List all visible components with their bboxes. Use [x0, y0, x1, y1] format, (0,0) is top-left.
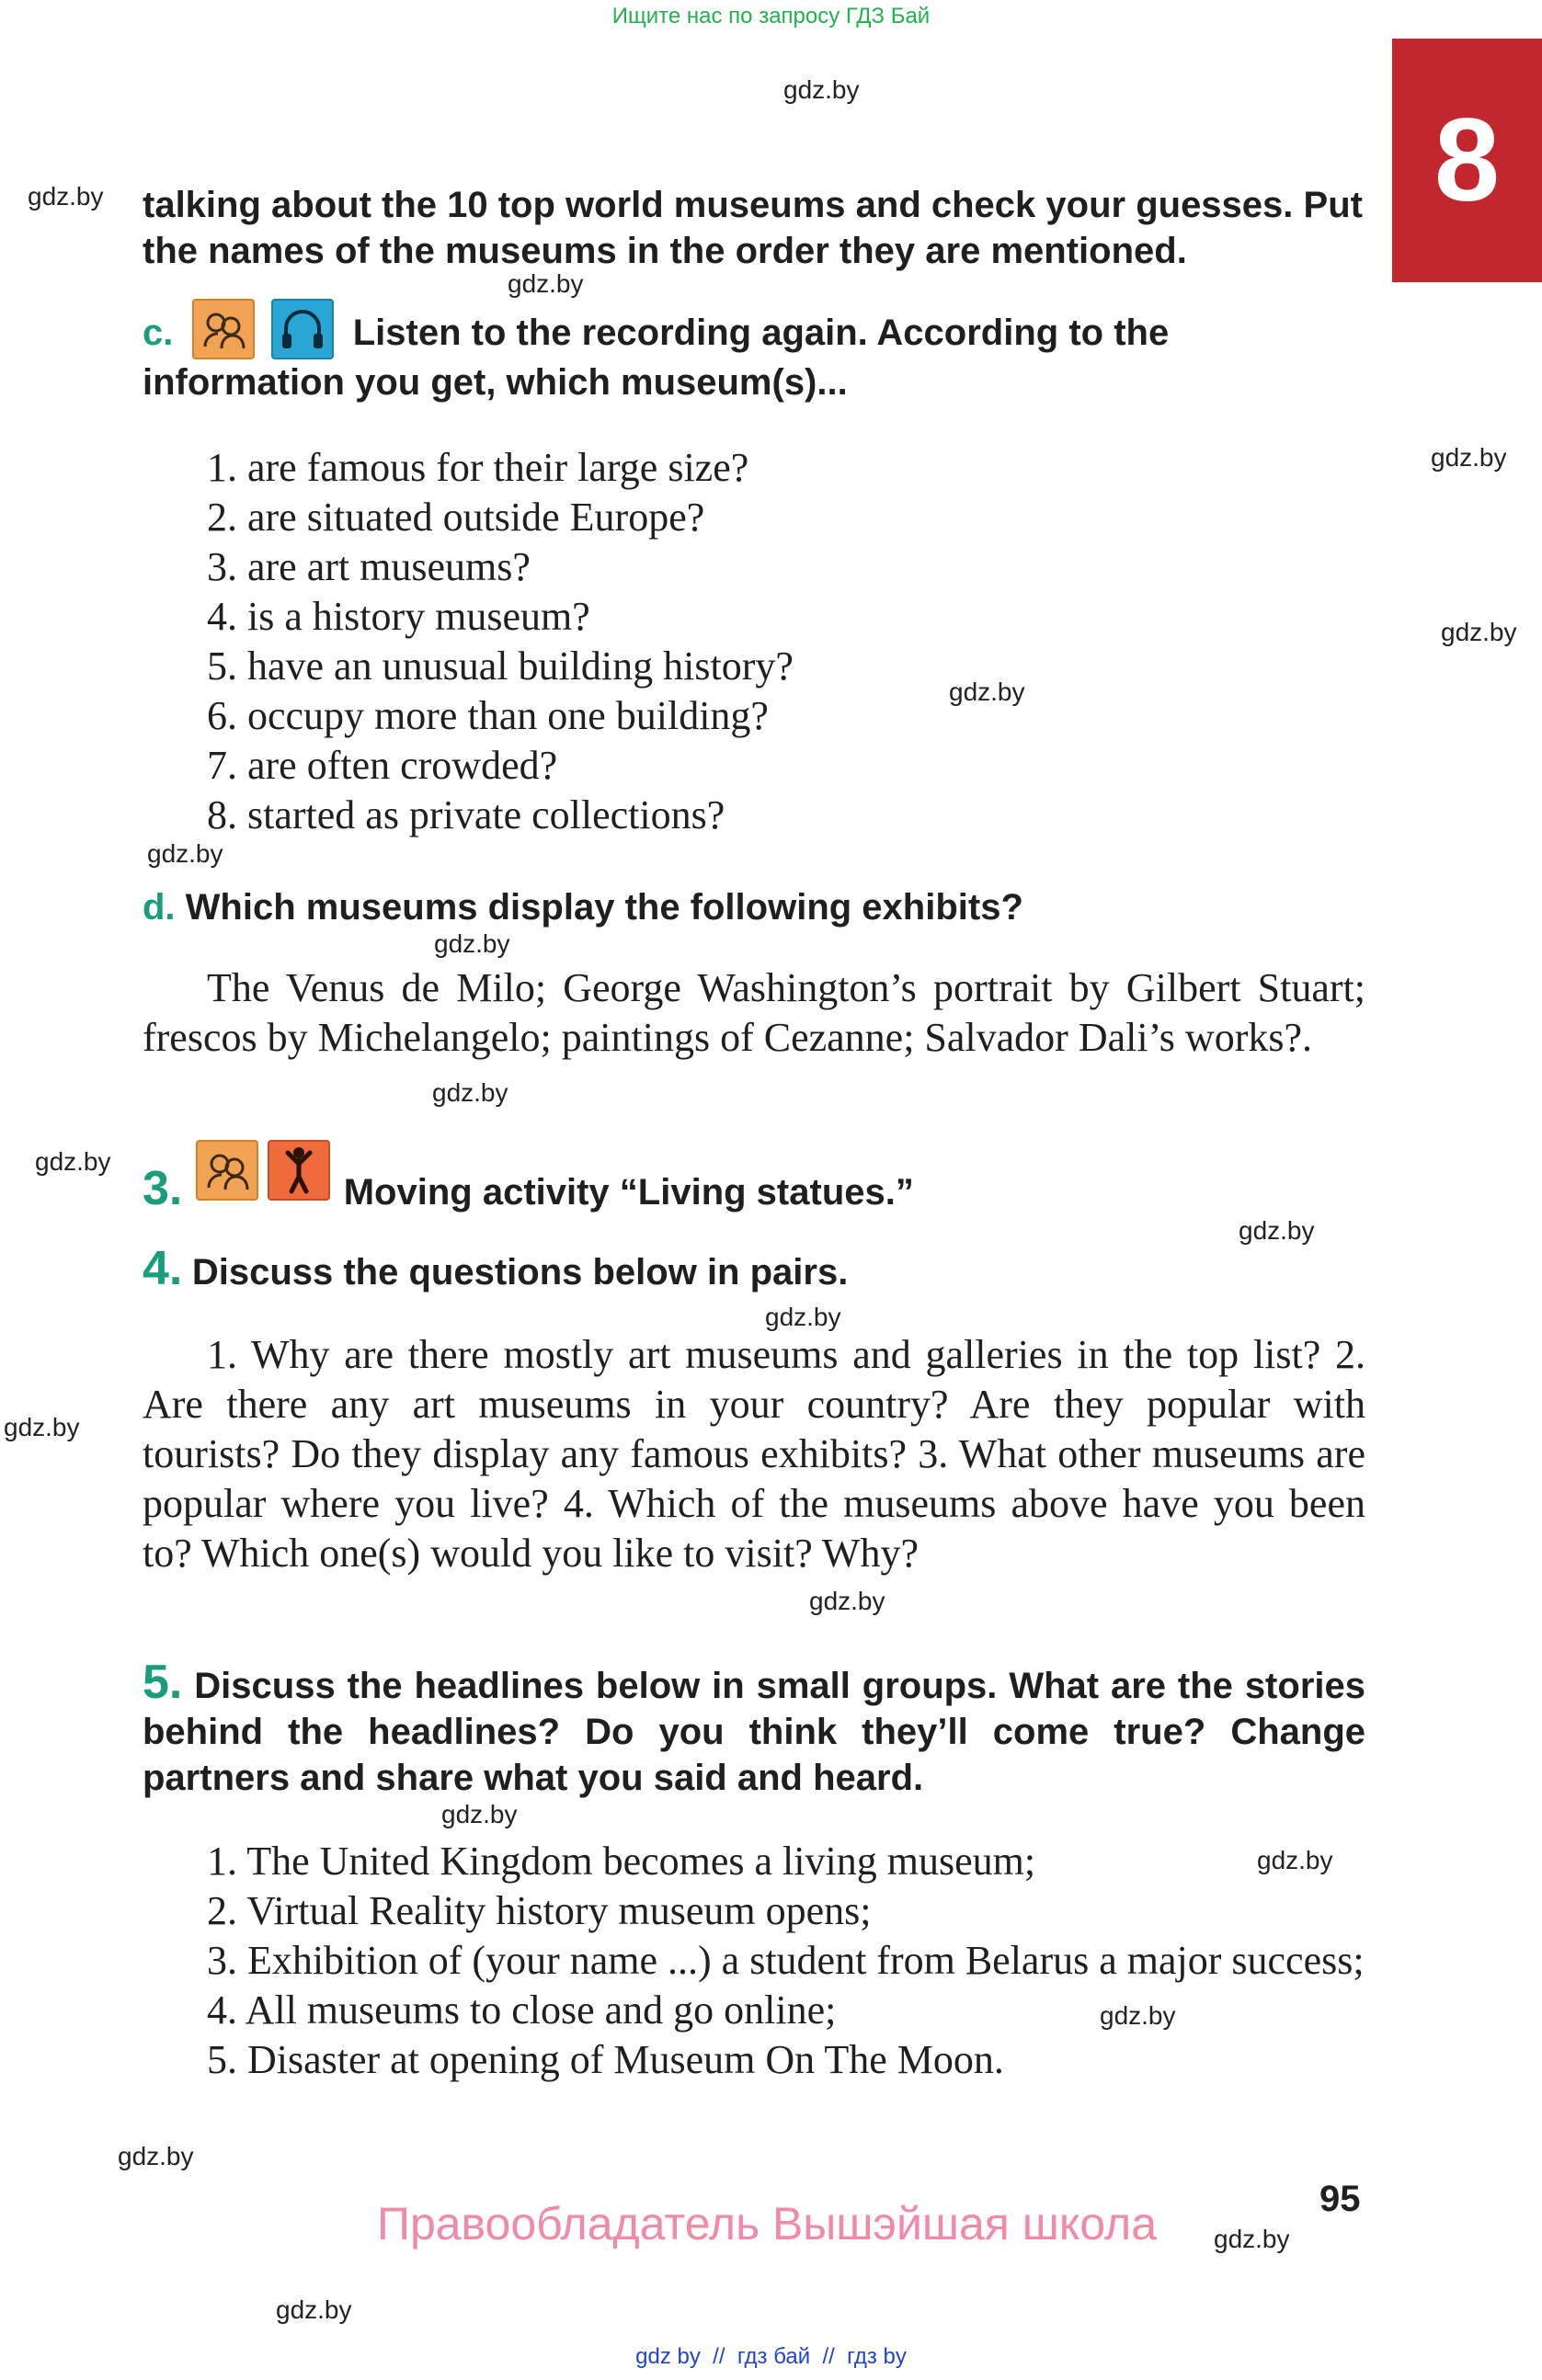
- list-item: 1. The United Kingdom becomes a living museum;: [207, 1839, 1036, 1884]
- task-4-instruction: Discuss the questions below in pairs.: [191, 1252, 849, 1292]
- list-item: 4. is a history museum?: [207, 594, 590, 639]
- list-item: 3. are art museums?: [207, 544, 531, 589]
- watermark: gdz.by: [434, 929, 510, 958]
- section-d-text: The Venus de Milo; George Washington’s portrait by Gilbert Stuart; frescos by Michelangelo; paintings of Cezanne; Salvador Dali’s works?.: [143, 965, 1365, 1060]
- watermark: gdz.by: [4, 1413, 80, 1441]
- watermark: gdz.by: [1431, 443, 1507, 472]
- section-b-text: talking about the 10 top world museums and check your guesses. Put the names of the museums in the order they are mentioned.: [143, 185, 1363, 271]
- watermark: gdz.by: [765, 1303, 841, 1331]
- list-item: 2. Virtual Reality history museum opens;: [207, 1888, 872, 1933]
- task-3: [143, 1140, 1365, 1216]
- watermark: gdz.by: [1441, 618, 1517, 646]
- list-item: 5. have an unusual building history?: [207, 643, 794, 689]
- section-d-label: d.: [143, 887, 176, 928]
- list-item: 4. All museums to close and go online;: [207, 1987, 837, 2033]
- watermark: gdz.by: [147, 839, 223, 868]
- top-search-note: Ищите нас по запросу ГДЗ Бай: [611, 4, 931, 28]
- task-5-list: [143, 1837, 1365, 2085]
- watermark: gdz.by: [949, 678, 1025, 706]
- section-c: [143, 299, 1365, 405]
- watermark: gdz.by: [28, 182, 104, 211]
- watermark: gdz.by: [35, 1147, 111, 1176]
- task-3-text: Moving activity “Living statues.”: [343, 1172, 914, 1213]
- group-work-icon: [196, 1140, 258, 1201]
- task-4-text: 1. Why are there mostly art museums and galleries in the top list? 2. Are there any art museums in your country? Are they popular with tourists? Do they display any famous exhibits? 3. What other museums are popular where you live? 4. Which of the museums above have you been to? Which one(s) would you like to visit? Why?: [143, 1332, 1365, 1576]
- list-item: 6. occupy more than one building?: [207, 693, 769, 738]
- group-work-icon: [192, 299, 255, 359]
- task-5-number: 5.: [143, 1656, 183, 1709]
- watermark: gdz.by: [508, 269, 584, 298]
- watermark: gdz.by: [1257, 1846, 1333, 1874]
- headphones-icon: [271, 299, 334, 359]
- list-item: 1. are famous for their large size?: [207, 445, 749, 490]
- watermark: gdz.by: [276, 2295, 352, 2324]
- section-d-heading: [143, 884, 1365, 930]
- list-item: 2. are situated outside Europe?: [207, 495, 705, 540]
- list-item: 3. Exhibition of (your name ...) a student from Belarus a major success;: [207, 1938, 1365, 1983]
- list-item: 8. started as private collections?: [207, 792, 725, 837]
- watermark: gdz.by: [809, 1587, 885, 1615]
- section-c-label: c.: [143, 313, 174, 353]
- section-c-instruction: Listen to the recording again. According to the information you get, which museum(s)...: [143, 313, 1170, 403]
- list-item: 5. Disaster at opening of Museum On The Moon.: [207, 2037, 1004, 2082]
- moving-person-icon: [268, 1140, 330, 1201]
- watermark: gdz.by: [783, 75, 860, 104]
- watermark: gdz.by: [1100, 2001, 1176, 2030]
- unit-number-tab: 8: [1392, 39, 1542, 282]
- watermark: gdz.by: [1239, 1216, 1315, 1245]
- watermark: gdz.by: [1214, 2225, 1290, 2253]
- task-4-number: 4.: [143, 1242, 183, 1295]
- watermark: gdz.by: [118, 2142, 194, 2170]
- watermark: gdz.by: [432, 1078, 508, 1107]
- task-5-instruction: Discuss the headlines below in small groups. What are the stories behind the headlines? Do you think they’ll come true? Change partners and share what you said and heard.: [143, 1666, 1365, 1798]
- footer-links: gdz by // гдз бай // гдз by: [635, 2344, 907, 2369]
- list-item: 7. are often crowded?: [207, 743, 558, 788]
- section-c-list: [207, 443, 1034, 840]
- task-4-heading: [143, 1241, 1365, 1296]
- page-number: 95: [1319, 2179, 1361, 2219]
- task-3-number: 3.: [143, 1162, 183, 1215]
- watermark: gdz.by: [441, 1800, 518, 1828]
- task-5-heading: [143, 1656, 1365, 1801]
- section-d-instruction: Which museums display the following exhibits?: [185, 887, 1023, 928]
- section-c-heading: [143, 299, 1365, 405]
- copyright-text: Правообладатель Вышэйшая школа: [377, 2198, 1157, 2249]
